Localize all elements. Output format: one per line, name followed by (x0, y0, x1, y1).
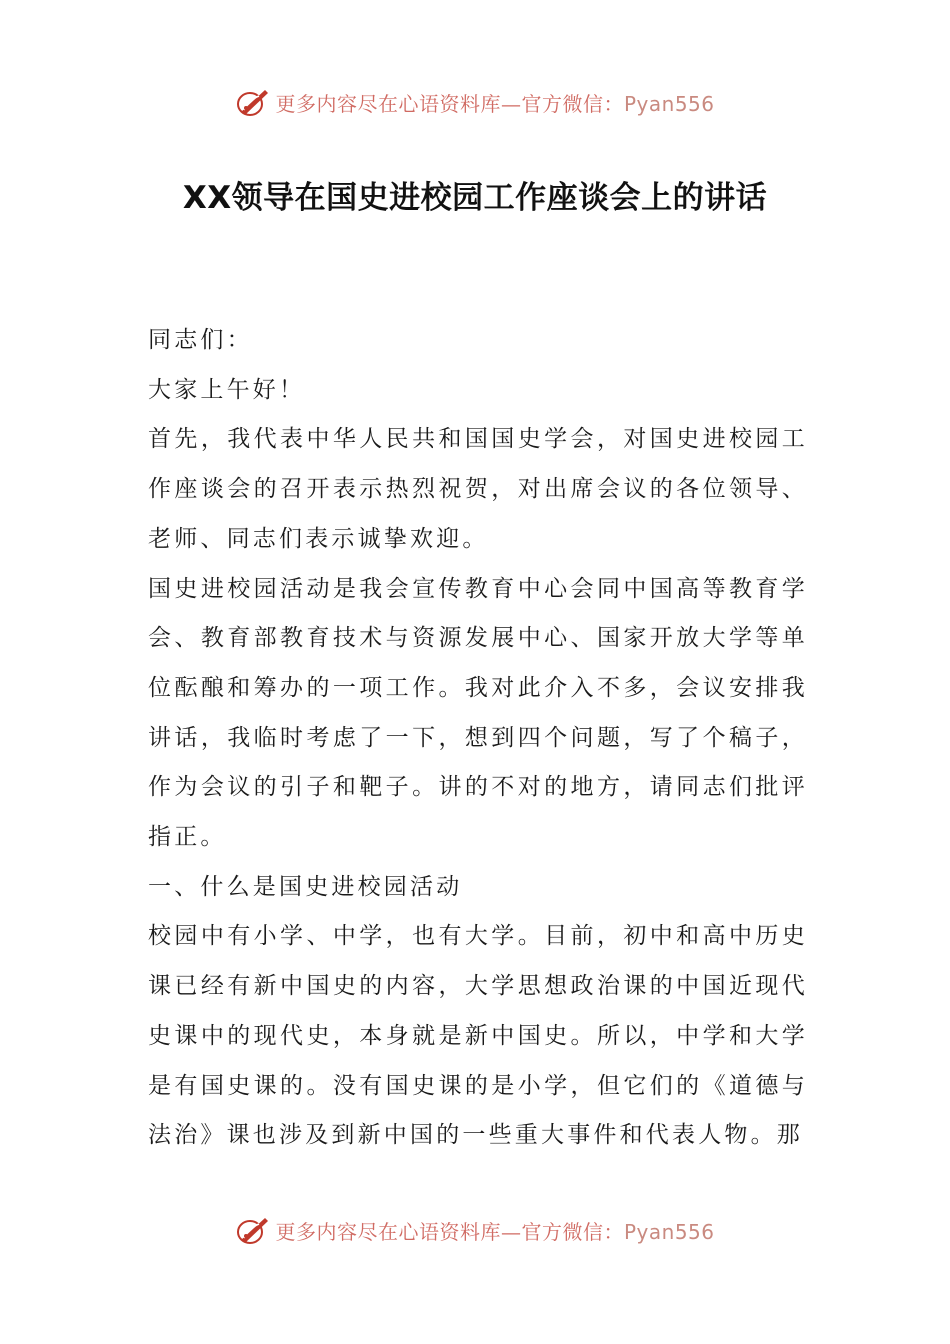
wechat-id: Pyan556 (623, 1219, 715, 1244)
section-heading: 一、什么是国史进校园活动 (148, 873, 463, 900)
banner-main-text: 更多内容尽在心语资料库—官方微信： (275, 1219, 624, 1244)
banner-text (275, 1216, 714, 1245)
banner-main-text: 更多内容尽在心语资料库—官方微信： (275, 91, 624, 116)
paragraph: 国史进校园活动是我会宣传教育中心会同中国高等教育学会、教育部教育技术与资源发展中心、国家开放大学等单位酝酿和筹办的一项工作。我对此介入不多，会议安排我讲话，我临时考虑了一下，想到四个问题，写了个稿子，作为会议的引子和靶子。讲的不对的地方，请同志们批评指正。 (148, 575, 808, 851)
quill-pen-logo-icon (235, 1212, 271, 1248)
header-banner (0, 82, 950, 122)
paragraph: 首先，我代表中华人民共和国国史学会，对国史进校园工作座谈会的召开表示热烈祝贺，对出席会议的各位领导、老师、同志们表示诚挚欢迎。 (148, 426, 808, 552)
document-body (148, 316, 808, 1161)
wechat-id: Pyan556 (623, 91, 715, 116)
footer-banner (0, 1210, 950, 1250)
paragraph: 校园中有小学、中学，也有大学。目前，初中和高中历史课已经有新中国史的内容，大学思想政治课的中国近现代史课中的现代史，本身就是新中国史。所以，中学和大学是有国史课的。没有国史课的是小学，但它们的《道德与法治》课也涉及到新中国的一些重大事件和代表人物。那 (148, 923, 808, 1149)
quill-pen-logo-icon (235, 84, 271, 120)
greeting: 同志们： (148, 327, 253, 353)
document-title: XX领导在国史进校园工作座谈会上的讲话 (182, 180, 768, 216)
banner-text (275, 88, 714, 117)
salutation: 大家上午好！ (148, 376, 306, 403)
